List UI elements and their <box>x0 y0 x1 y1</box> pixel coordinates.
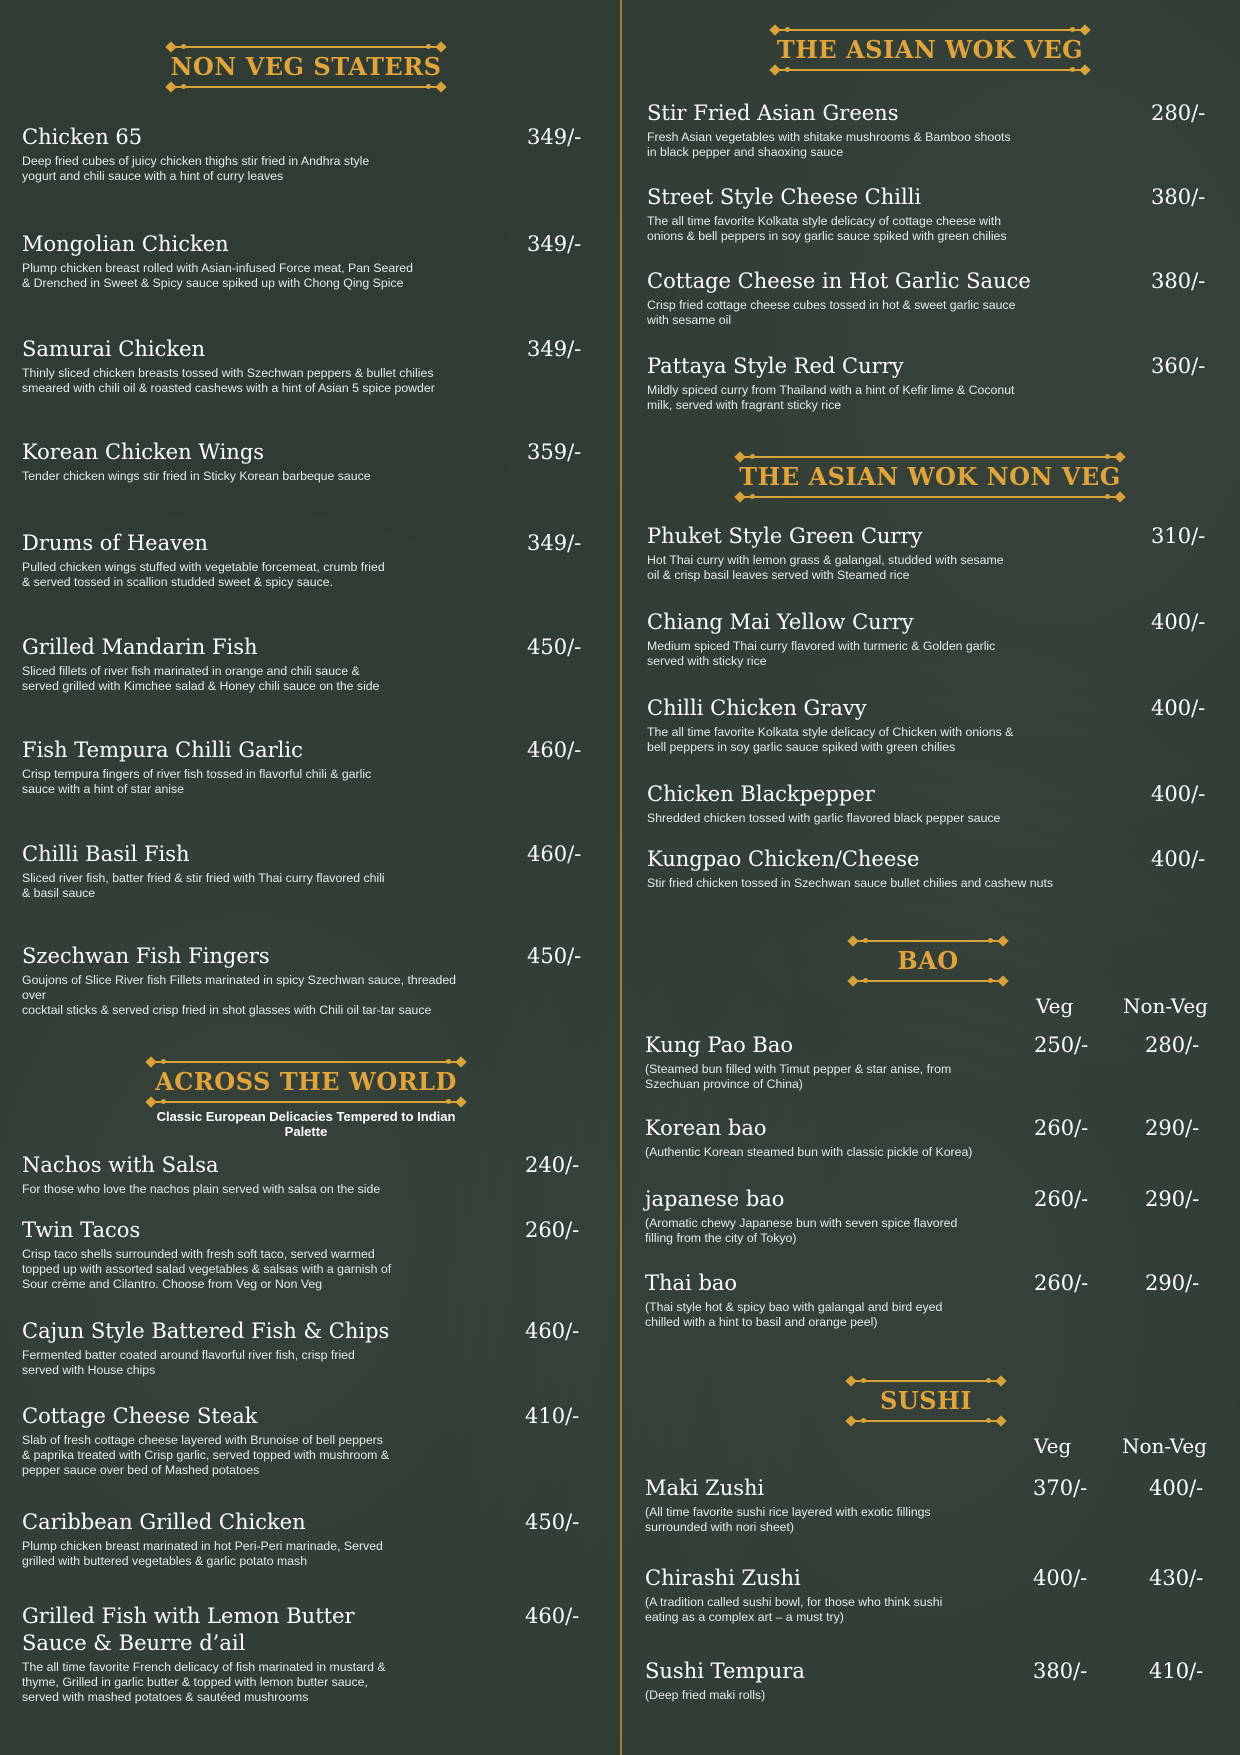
item-price: 310/- <box>1151 524 1206 548</box>
item-description: Sliced river fish, batter fried & stir fried with Thai curry flavored chili & basil sauce <box>22 871 385 900</box>
menu-item <box>647 609 1077 669</box>
veg-price: 400/- <box>1033 1566 1088 1590</box>
menu-item <box>22 634 462 694</box>
item-name: Cottage Cheese in Hot Garlic Sauce <box>647 269 1031 293</box>
section-non-veg-staters <box>161 46 451 88</box>
item-description: Thinly sliced chicken breasts tossed with Szechwan peppers & bullet chilies smeared with chili oil & roasted cashews with a hint of Asian 5 spice powder <box>22 366 435 395</box>
item-description: The all time favorite Kolkata style delicacy of Chicken with onions & bell peppers in soy garlic sauce spiked with green chilies <box>647 725 1014 754</box>
menu-item <box>22 1318 442 1378</box>
ornament-line-bottom <box>171 86 441 88</box>
item-price: 460/- <box>527 738 582 762</box>
item-price: 360/- <box>1151 354 1206 378</box>
ornament-line-top <box>775 29 1085 31</box>
item-description: Plump chicken breast rolled with Asian-infused Force meat, Pan Seared & Drenched in Sweet & Spicy sauce spiked up with Chong Qing Spice <box>22 261 413 290</box>
item-description: Crisp fried cottage cheese cubes tossed in hot & sweet garlic sauce with sesame oil <box>647 298 1016 327</box>
item-description: (All time favorite sushi rice layered with exotic fillings surrounded with nori sheet) <box>645 1505 931 1534</box>
menu-item <box>645 1270 1005 1330</box>
item-price: 359/- <box>527 440 582 464</box>
item-name: Nachos with Salsa <box>22 1153 219 1177</box>
item-name: Chirashi Zushi <box>645 1566 801 1590</box>
item-price: 460/- <box>525 1604 580 1628</box>
menu-item <box>647 695 1077 755</box>
item-name: Korean bao <box>645 1116 767 1140</box>
item-description: Sliced fillets of river fish marinated in orange and chili sauce & served grilled with Kimchee salad & Honey chili sauce on the side <box>22 664 380 693</box>
menu-item <box>22 336 462 396</box>
item-description: The all time favorite French delicacy of fish marinated in mustard & thyme, Grilled in garlic butter & topped with lemon butter sauce, served with mashed potatoes & sautéed mushrooms <box>22 1660 386 1704</box>
veg-price: 260/- <box>1034 1187 1089 1211</box>
item-price: 380/- <box>1151 185 1206 209</box>
item-price: 349/- <box>527 337 582 361</box>
veg-price: 260/- <box>1034 1116 1089 1140</box>
menu-item <box>645 1565 1005 1625</box>
veg-price: 250/- <box>1034 1033 1089 1057</box>
section-asian-wok-veg <box>765 29 1095 71</box>
item-price: 400/- <box>1151 782 1206 806</box>
section-sushi <box>841 1380 1011 1422</box>
menu-item <box>645 1658 1005 1703</box>
item-name: Phuket Style Green Curry <box>647 524 923 548</box>
ornament-line-bottom <box>740 496 1120 498</box>
item-price: 260/- <box>525 1218 580 1242</box>
item-price: 460/- <box>527 842 582 866</box>
menu-item <box>22 1603 442 1705</box>
item-name: Kungpao Chicken/Cheese <box>647 847 920 871</box>
ornament-line-bottom <box>853 980 1003 982</box>
item-description: (Aromatic chewy Japanese bun with seven spice flavored filling from the city of Tokyo) <box>645 1216 958 1245</box>
non-veg-price: 290/- <box>1145 1116 1200 1140</box>
menu-item <box>645 1475 1005 1535</box>
non-veg-price: 280/- <box>1145 1033 1200 1057</box>
menu-item <box>22 1509 442 1569</box>
menu-item <box>22 124 462 184</box>
item-name: Cajun Style Battered Fish & Chips <box>22 1319 390 1343</box>
item-name: Maki Zushi <box>645 1476 765 1500</box>
menu-item <box>647 100 1067 160</box>
section-title: THE ASIAN WOK VEG <box>776 35 1084 64</box>
item-description: Crisp taco shells surrounded with fresh soft taco, served warmed topped up with assorted salad vegetables & salsas with a garnish of Sour crème and Cilantro. Choose from Veg or Non Veg <box>22 1247 392 1291</box>
section-asian-wok-non-veg <box>730 456 1130 498</box>
menu-item <box>645 1186 1005 1246</box>
menu-item <box>647 353 1067 413</box>
section-title: NON VEG STATERS <box>170 52 442 81</box>
non-veg-price: 430/- <box>1149 1566 1204 1590</box>
item-price: 450/- <box>525 1510 580 1534</box>
item-description: The all time favorite Kolkata style delicacy of cottage cheese with onions & bell peppers in soy garlic sauce spiked with green chilies <box>647 214 1007 243</box>
item-name: Drums of Heaven <box>22 531 208 555</box>
item-description: Fresh Asian vegetables with shitake mushrooms & Bamboo shoots in black pepper and shaoxing sauce <box>647 130 1011 159</box>
ornament-line-top <box>851 1380 1001 1382</box>
section-title: ACROSS THE WORLD <box>155 1067 457 1096</box>
item-name: Fish Tempura Chilli Garlic <box>22 738 303 762</box>
veg-price: 380/- <box>1033 1659 1088 1683</box>
column-header-non-veg: Non-Veg <box>1122 1434 1207 1458</box>
item-price: 380/- <box>1151 269 1206 293</box>
veg-price: 260/- <box>1034 1271 1089 1295</box>
item-description: Shredded chicken tossed with garlic flavored black pepper sauce <box>647 811 1001 825</box>
item-name: Chicken 65 <box>22 125 143 149</box>
column-header-non-veg: Non-Veg <box>1123 994 1208 1018</box>
menu-item <box>22 943 462 1018</box>
item-description: Stir fried chicken tossed in Szechwan sauce bullet chilies and cashew nuts <box>647 876 1054 890</box>
menu-item <box>645 1032 1005 1092</box>
item-description: (Authentic Korean steamed bun with classic pickle of Korea) <box>645 1145 973 1159</box>
section-subtitle: Classic European Delicacies Tempered to Indian Palette <box>156 1109 456 1139</box>
section-bao <box>843 940 1013 982</box>
item-price: 240/- <box>525 1153 580 1177</box>
column-header-veg: Veg <box>1036 994 1074 1018</box>
item-description: Slab of fresh cottage cheese layered with Brunoise of bell peppers & paprika treated with Crisp garlic, served topped with mushroom & pepper sauce over bed of Mashed potatoes <box>22 1433 390 1477</box>
item-name: Twin Tacos <box>22 1218 141 1242</box>
item-price: 400/- <box>1151 847 1206 871</box>
menu-item <box>645 1115 1005 1160</box>
menu-item <box>647 846 1077 891</box>
item-name: Samurai Chicken <box>22 337 206 361</box>
item-description: Hot Thai curry with lemon grass & galangal, studded with sesame oil & crisp basil leaves served with Steamed rice <box>647 553 1004 582</box>
item-description: (Steamed bun filled with Timut pepper & star anise, from Szechuan province of China) <box>645 1062 952 1091</box>
item-price: 349/- <box>527 531 582 555</box>
item-name: Korean Chicken Wings <box>22 440 265 464</box>
non-veg-price: 290/- <box>1145 1271 1200 1295</box>
ornament-line-top <box>151 1061 461 1063</box>
ornament-line-top <box>171 46 441 48</box>
item-name: japanese bao <box>645 1187 785 1211</box>
item-description: Crisp tempura fingers of river fish tossed in flavorful chili & garlic sauce with a hint of star anise <box>22 767 372 796</box>
item-price: 400/- <box>1151 696 1206 720</box>
item-name: Pattaya Style Red Curry <box>647 354 904 378</box>
item-price: 460/- <box>525 1319 580 1343</box>
item-name: Kung Pao Bao <box>645 1033 794 1057</box>
item-description: For those who love the nachos plain served with salsa on the side <box>22 1182 381 1196</box>
menu-item <box>22 530 462 590</box>
item-description: Goujons of Slice River fish Fillets marinated in spicy Szechwan sauce, threaded over cocktail sticks & served crisp fried in shot glasses with Chili oil tar-tar sauce <box>22 973 457 1017</box>
menu-item <box>22 841 462 901</box>
non-veg-price: 410/- <box>1149 1659 1204 1683</box>
item-name: Cottage Cheese Steak <box>22 1404 258 1428</box>
item-description: (Thai style hot & spicy bao with galangal and bird eyed chilled with a hint to basil and orange peel) <box>645 1300 943 1329</box>
item-description: (A tradition called sushi bowl, for those who think sushi eating as a complex art – a must try) <box>645 1595 943 1624</box>
item-name: Caribbean Grilled Chicken <box>22 1510 306 1534</box>
item-name: Chicken Blackpepper <box>647 782 875 806</box>
item-name: Chilli Chicken Gravy <box>647 696 867 720</box>
ornament-line-bottom <box>151 1101 461 1103</box>
item-name: Stir Fried Asian Greens <box>647 101 899 125</box>
item-name: Grilled Mandarin Fish <box>22 635 258 659</box>
item-description: Mildly spiced curry from Thailand with a hint of Kefir lime & Coconut milk, served with fragrant sticky rice <box>647 383 1015 412</box>
item-name: Mongolian Chicken <box>22 232 229 256</box>
menu-item <box>22 1152 442 1197</box>
ornament-line-bottom <box>775 69 1085 71</box>
item-name: Street Style Cheese Chilli <box>647 185 922 209</box>
section-title: BAO <box>897 946 959 975</box>
menu-item <box>22 1217 442 1292</box>
section-title: THE ASIAN WOK NON VEG <box>739 462 1121 491</box>
menu-item <box>647 268 1067 328</box>
veg-price: 370/- <box>1033 1476 1088 1500</box>
item-description: Medium spiced Thai curry flavored with turmeric & Golden garlic served with sticky rice <box>647 639 996 668</box>
non-veg-price: 290/- <box>1145 1187 1200 1211</box>
item-description: Pulled chicken wings stuffed with vegetable forcemeat, crumb fried & served tossed in scallion studded sweet & spicy sauce. <box>22 560 385 589</box>
item-price: 349/- <box>527 125 582 149</box>
item-description: Fermented batter coated around flavorful river fish, crisp fried served with House chips <box>22 1348 355 1377</box>
item-name: Thai bao <box>645 1271 738 1295</box>
column-divider <box>620 0 622 1755</box>
menu-item <box>647 184 1067 244</box>
item-price: 450/- <box>527 635 582 659</box>
item-name: Grilled Fish with Lemon Butter Sauce & Beurre d’ail <box>22 1604 355 1655</box>
ornament-line-top <box>853 940 1003 942</box>
non-veg-price: 400/- <box>1149 1476 1204 1500</box>
section-across-the-world <box>141 1061 471 1139</box>
menu-item <box>647 781 1077 826</box>
item-price: 400/- <box>1151 610 1206 634</box>
item-description: Plump chicken breast marinated in hot Peri-Peri marinade, Served grilled with buttered vegetables & garlic potato mash <box>22 1539 383 1568</box>
item-name: Chilli Basil Fish <box>22 842 190 866</box>
column-header-veg: Veg <box>1034 1434 1072 1458</box>
item-name: Chiang Mai Yellow Curry <box>647 610 914 634</box>
menu-item <box>22 1403 442 1478</box>
item-description: (Deep fried maki rolls) <box>645 1688 766 1702</box>
item-price: 349/- <box>527 232 582 256</box>
item-name: Sushi Tempura <box>645 1659 805 1683</box>
menu-item <box>22 231 462 291</box>
section-title: SUSHI <box>880 1386 972 1415</box>
menu-item <box>22 737 462 797</box>
item-price: 410/- <box>525 1404 580 1428</box>
item-name: Szechwan Fish Fingers <box>22 944 270 968</box>
menu-item <box>647 523 1077 583</box>
item-description: Tender chicken wings stir fried in Sticky Korean barbeque sauce <box>22 469 371 483</box>
ornament-line-top <box>740 456 1120 458</box>
ornament-line-bottom <box>851 1420 1001 1422</box>
item-description: Deep fried cubes of juicy chicken thighs stir fried in Andhra style yogurt and chili sauce with a hint of curry leaves <box>22 154 370 183</box>
menu-item <box>22 439 462 484</box>
item-price: 280/- <box>1151 101 1206 125</box>
item-price: 450/- <box>527 944 582 968</box>
